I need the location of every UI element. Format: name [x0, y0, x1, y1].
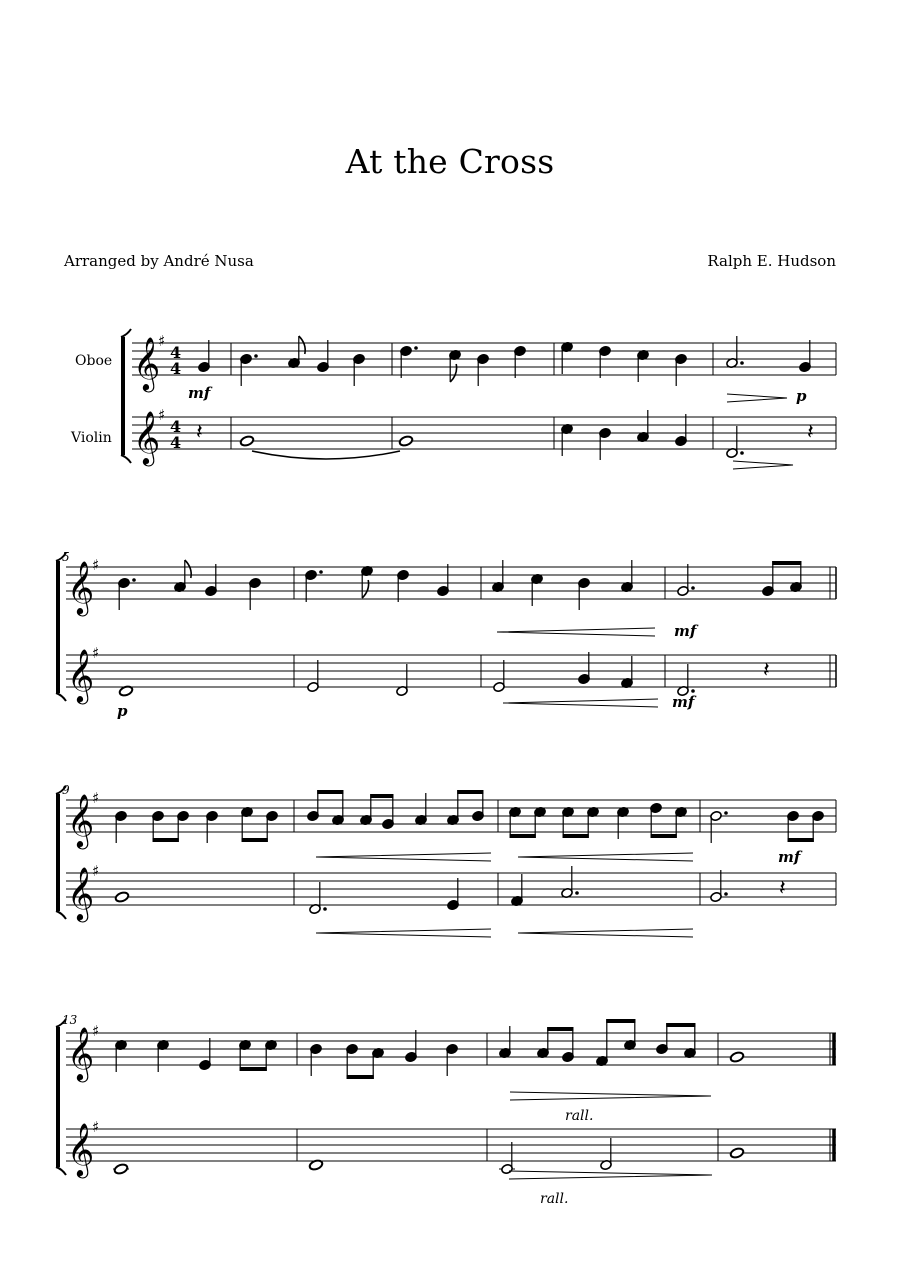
- notehead: [399, 435, 414, 447]
- arranger-credit: Arranged by André Nusa: [64, 252, 254, 270]
- augmentation-dot: [740, 451, 744, 455]
- time-signature-top: 4: [170, 343, 182, 362]
- dynamic-marking: p: [117, 702, 128, 720]
- crescendo-hairpin: [316, 853, 491, 861]
- augmentation-dot: [319, 570, 323, 574]
- key-signature-sharp: ♯: [92, 1022, 100, 1040]
- augmentation-dot: [740, 361, 744, 365]
- key-signature-sharp: ♯: [158, 406, 166, 424]
- dynamic-marking: p: [796, 387, 807, 405]
- augmentation-dot: [132, 578, 136, 582]
- treble-clef-icon: 𝄞: [67, 1026, 95, 1080]
- notehead: [240, 435, 255, 447]
- beam: [666, 1023, 695, 1027]
- beam: [606, 1019, 635, 1023]
- treble-clef-icon: 𝄞: [133, 410, 161, 464]
- augmentation-dot: [323, 907, 327, 911]
- composer-credit: Ralph E. Hudson: [707, 252, 836, 270]
- notehead: [114, 1163, 129, 1175]
- notehead: [730, 1051, 745, 1063]
- dynamic-marking: mf: [188, 384, 211, 402]
- beam: [153, 838, 179, 842]
- diminuendo-hairpin: [509, 1171, 712, 1179]
- treble-clef-icon: 𝄞: [67, 866, 95, 920]
- rall-marking-violin: rall.: [540, 1191, 569, 1207]
- system-bracket-top: [121, 329, 131, 337]
- time-signature-top: 4: [170, 417, 182, 436]
- beam: [347, 1075, 374, 1079]
- augmentation-dot: [414, 346, 418, 350]
- key-signature-sharp: ♯: [92, 644, 100, 662]
- beam: [651, 834, 677, 838]
- dynamic-marking: mf: [674, 622, 697, 640]
- system-bracket-bottom: [121, 455, 131, 463]
- key-signature-sharp: ♯: [158, 332, 166, 350]
- measure-number: 9: [62, 783, 70, 797]
- beam: [772, 561, 801, 565]
- treble-clef-icon: 𝄞: [133, 336, 161, 390]
- beam: [547, 1027, 573, 1031]
- diminuendo-hairpin: [510, 1092, 711, 1100]
- dynamic-marking: mf: [672, 693, 695, 711]
- key-signature-sharp: ♯: [92, 1118, 100, 1136]
- dynamic-marking: mf: [778, 848, 801, 866]
- treble-clef-icon: 𝄞: [67, 560, 95, 614]
- system-bracket-bottom: [56, 911, 66, 919]
- key-signature-sharp: ♯: [92, 789, 100, 807]
- beam: [317, 790, 343, 794]
- time-signature-bottom: 4: [170, 359, 182, 378]
- beam: [457, 790, 483, 794]
- key-signature-sharp: ♯: [92, 556, 100, 574]
- diminuendo-hairpin: [727, 394, 787, 402]
- augmentation-dot: [724, 811, 728, 815]
- treble-clef-icon: 𝄞: [67, 1122, 95, 1176]
- beam: [370, 794, 393, 798]
- notehead: [730, 1147, 745, 1159]
- augmentation-dot: [724, 892, 728, 896]
- beam: [563, 834, 589, 838]
- quarter-rest: 𝄽: [196, 420, 203, 445]
- treble-clef-icon: 𝄞: [67, 793, 95, 847]
- key-signature-sharp: ♯: [92, 862, 100, 880]
- measure-number: 5: [62, 550, 70, 564]
- crescendo-hairpin: [316, 929, 491, 937]
- score-title: At the Cross: [345, 142, 555, 181]
- instrument-name-violin: Violin: [71, 430, 112, 446]
- instrument-name-oboe: Oboe: [75, 353, 113, 369]
- beam: [788, 838, 814, 842]
- treble-clef-icon: 𝄞: [67, 648, 95, 702]
- quarter-rest: 𝄽: [763, 658, 770, 683]
- beam: [510, 834, 536, 838]
- quarter-rest: 𝄽: [807, 420, 814, 445]
- crescendo-hairpin: [497, 628, 655, 636]
- system-bracket-bottom: [56, 1167, 66, 1175]
- diminuendo-hairpin: [733, 461, 793, 469]
- measure-number: 13: [62, 1013, 78, 1027]
- augmentation-dot: [575, 891, 579, 895]
- augmentation-dot: [691, 586, 695, 590]
- time-signature-bottom: 4: [170, 433, 182, 452]
- system-bracket-bottom: [56, 693, 66, 701]
- beam: [242, 838, 268, 842]
- crescendo-hairpin: [503, 699, 658, 707]
- tie: [252, 451, 400, 459]
- notehead: [115, 891, 130, 903]
- crescendo-hairpin: [518, 853, 693, 861]
- crescendo-hairpin: [518, 929, 693, 937]
- augmentation-dot: [254, 354, 258, 358]
- rall-marking-oboe: rall.: [565, 1108, 594, 1124]
- beam: [240, 1067, 267, 1071]
- quarter-rest: 𝄽: [779, 876, 786, 901]
